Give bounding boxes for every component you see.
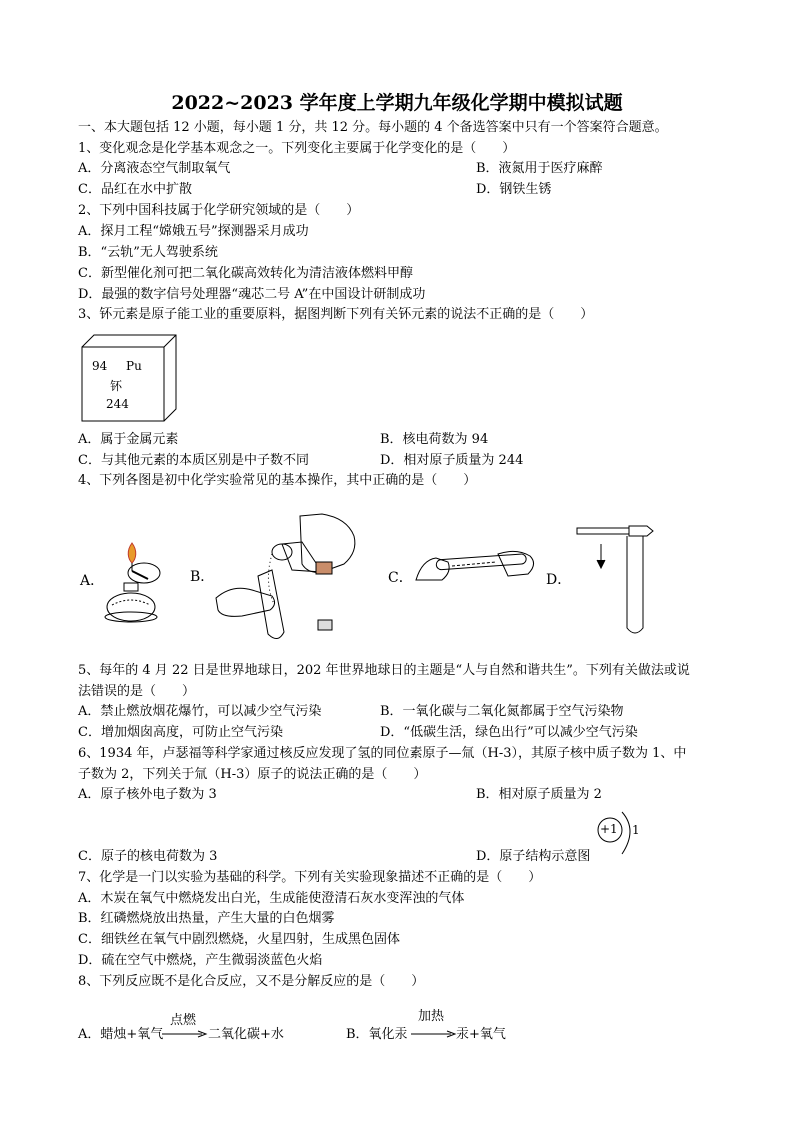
alcohol-lamp-figure (102, 535, 170, 625)
q5-option-a: A．禁止燃放烟花爆竹，可以减少空气污染 (78, 704, 322, 719)
element-card-outline (80, 333, 180, 423)
q6-stem-line1: 6、1934 年，卢瑟福等科学家通过核反应发现了氢的同位素原子—氚（H-3），其原子核中质子数为 1、中 (78, 746, 687, 761)
atomic-number: 94 (92, 359, 108, 373)
q4-stem: 4、下列各图是初中化学实验常见的基本操作，其中正确的是（ ） (78, 473, 477, 488)
q6-option-a: A．原子核外电子数为 3 (78, 787, 217, 802)
q1-option-c: C．品红在水中扩散 (78, 182, 192, 197)
q3-option-b: B．核电荷数为 94 (380, 432, 489, 447)
q8-b-arrow (411, 1029, 457, 1039)
q4-label-d: D． (546, 572, 572, 588)
q6-stem-line2: 子数为 2，下列关于氚（H-3）原子的说法正确的是（ ） (78, 767, 427, 782)
atom-electron-count: 1 (632, 823, 640, 837)
q8-a-condition: 点燃 (170, 1013, 197, 1028)
q7-option-b: B．红磷燃烧放出热量，产生大量的白色烟雾 (78, 911, 335, 926)
q5-option-b: B．一氧化碳与二氧化氮都属于空气污染物 (380, 704, 624, 719)
atom-nucleus-charge: +1 (600, 822, 618, 836)
q8-b-condition: 加热 (418, 1009, 445, 1024)
pouring-liquid-figure (212, 512, 362, 647)
element-card (80, 333, 180, 423)
q8-b-reactants: B．氧化汞 (346, 1027, 408, 1042)
q2-option-c: C．新型催化剂可把二氧化碳高效转化为清洁液体燃料甲醇 (78, 266, 413, 281)
q6-option-c: C．原子的核电荷数为 3 (78, 849, 218, 864)
q2-option-a: A．探月工程“嫦娥五号”探测器采月成功 (78, 224, 309, 239)
section-heading: 一、本大题包括 12 小题，每小题 1 分，共 12 分。每小题的 4 个备选答案中只有一个答案符合题意。 (78, 120, 668, 135)
q2-option-b: B．“云轨”无人驾驶系统 (78, 245, 218, 260)
q5-option-d: D．“低碳生活，绿色出行”可以减少空气污染 (380, 725, 638, 740)
q6-option-d: D．原子结构示意图 (476, 849, 591, 864)
q3-option-c: C．与其他元素的本质区别是中子数不同 (78, 453, 309, 468)
page-title: 2022~2023 学年度上学期九年级化学期中模拟试题 (171, 92, 623, 114)
q8-a-arrow (162, 1029, 208, 1039)
q2-stem: 2、下列中国科技属于化学研究领域的是（ ） (78, 203, 360, 218)
q3-option-a: A．属于金属元素 (78, 432, 179, 447)
atomic-mass: 244 (106, 397, 129, 411)
q2-option-d: D．最强的数字信号处理器“魂芯二号 A”在中国设计研制成功 (78, 287, 426, 302)
q3-stem: 3、钚元素是原子能工业的重要原料，据图判断下列有关钚元素的说法不正确的是（ ） (78, 307, 594, 322)
q1-option-b: B．液氮用于医疗麻醉 (476, 161, 603, 176)
q1-option-d: D．钢铁生锈 (476, 182, 552, 197)
q7-option-c: C．细铁丝在氧气中剧烈燃烧，火星四射，生成黑色固体 (78, 932, 400, 947)
q6-option-b: B．相对原子质量为 2 (476, 787, 602, 802)
q4-label-b: B． (190, 569, 215, 585)
q7-stem: 7、化学是一门以实验为基础的科学。下列有关实验现象描述不正确的是（ ） (78, 870, 542, 885)
q1-option-a: A．分离液态空气制取氧气 (78, 161, 231, 176)
q5-stem-line2: 法错误的是（ ） (78, 684, 196, 699)
q8-stem: 8、下列反应既不是化合反应，又不是分解反应的是（ ） (78, 974, 425, 989)
q3-option-d: D．相对原子质量为 244 (380, 453, 524, 468)
q7-option-d: D．硫在空气中燃烧，产生微弱淡蓝色火焰 (78, 953, 323, 968)
q5-stem-line1: 5、每年的 4 月 22 日是世界地球日，202 年世界地球日的主题是“人与自然和谐共生”。下列有关做法或说 (78, 663, 690, 678)
dropper-tube-figure (575, 522, 657, 638)
q4-label-a: A． (80, 573, 105, 589)
element-symbol: Pu (126, 359, 142, 373)
q4-label-c: C． (388, 570, 413, 586)
q8-a-reactants: A．蜡烛+氧气 (78, 1027, 164, 1042)
element-name: 钚 (110, 379, 123, 393)
q8-a-products: 二氧化碳+水 (208, 1027, 284, 1042)
q5-option-c: C．增加烟囱高度，可防止空气污染 (78, 725, 283, 740)
q8-b-products: 汞+氧气 (456, 1027, 506, 1042)
test-tube-hands-figure (412, 540, 542, 590)
q1-stem: 1、变化观念是化学基本观念之一。下列变化主要属于化学变化的是（ ） (78, 141, 516, 156)
q7-option-a: A．木炭在氧气中燃烧发出白光，生成能使澄清石灰水变浑浊的气体 (78, 891, 465, 906)
